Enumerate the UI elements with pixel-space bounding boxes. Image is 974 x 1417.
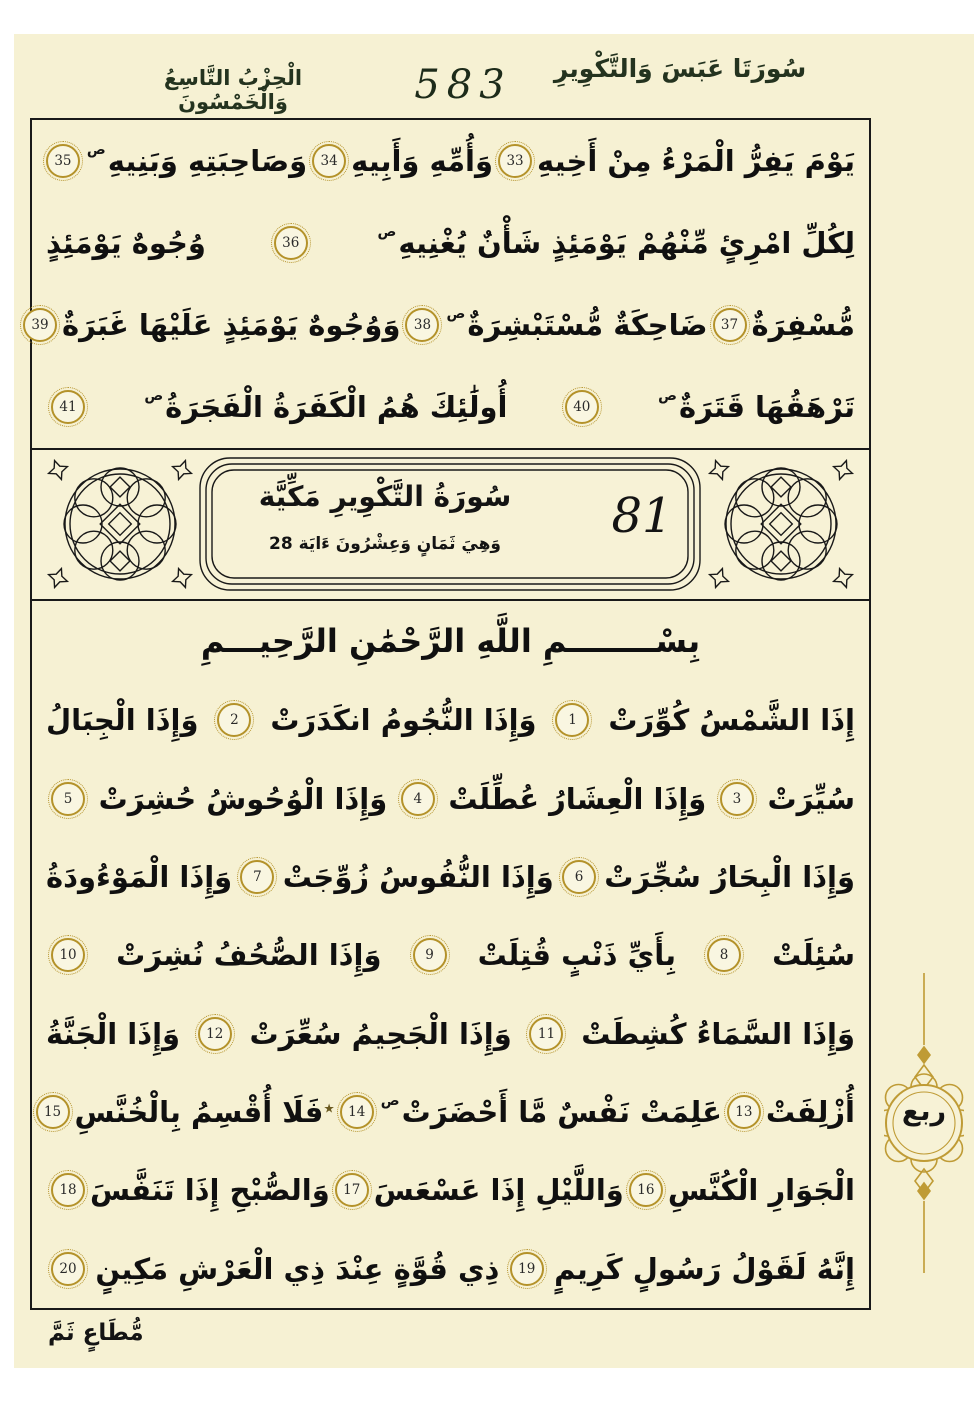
verse-text bbox=[351, 144, 493, 178]
verse-text-content: إِنَّهُ لَقَوْلُ رَسُولٍ كَرِيمٍ bbox=[554, 1251, 855, 1286]
surah-names-header: سُورَتَا عَبَسَ وَالتَّكْوِيرِ bbox=[553, 54, 807, 83]
verse-line bbox=[32, 366, 869, 448]
verse-text-content: عَلِمَتْ نَفْسٌ مَّا أَحْضَرَتْ bbox=[401, 1095, 722, 1130]
verse-text-content: إِذَا الشَّمْسُ كُوِّرَتْ bbox=[608, 703, 855, 738]
surah-banner bbox=[32, 448, 869, 601]
text-frame bbox=[30, 118, 871, 1310]
verse-number-medallion: 1 bbox=[555, 703, 589, 737]
verse-number-medallion: 18 bbox=[51, 1173, 85, 1207]
verse-number-medallion: 9 bbox=[413, 938, 447, 972]
verse-text bbox=[116, 938, 381, 972]
banner-ornament bbox=[32, 450, 869, 599]
verse-text-content: وُجُوهٌ يَوْمَئِذٍ bbox=[46, 226, 206, 260]
verse-number-medallion: 6 bbox=[562, 860, 596, 894]
verse-text-content: فَلَا أُقْسِمُ بِالْخُنَّسِ bbox=[74, 1095, 324, 1130]
verse-text-content: وَاللَّيْلِ إِذَا عَسْعَسَ bbox=[373, 1173, 624, 1208]
verse-text-content: لِكُلِّ امْرِئٍ مِّنْهُمْ يَوْمَئِذٍ شَأْنٌ يُغْنِيهِ bbox=[398, 226, 855, 260]
verse-text-content: أُولَٰئِكَ هُمُ الْكَفَرَةُ الْفَجَرَةُ bbox=[165, 390, 508, 424]
verse-text bbox=[608, 703, 855, 737]
surah-number: 81 bbox=[611, 488, 673, 544]
verse-number-medallion: 14 bbox=[340, 1095, 374, 1129]
verse-text bbox=[85, 144, 307, 178]
verse-text bbox=[283, 860, 554, 894]
verse-text bbox=[46, 860, 232, 894]
surah-abasa-verses bbox=[32, 120, 869, 448]
verse-text-content: وَإِذَا الْجِبَالُ bbox=[46, 703, 199, 738]
verse-text bbox=[90, 1173, 330, 1207]
surah-verse-count: وَهِيَ ثَمَانٍ وَعِشْرُونَ ءَايَة 28 bbox=[269, 534, 501, 554]
verse-number-medallion: 40 bbox=[565, 390, 599, 424]
pause-mark: ص bbox=[380, 1093, 400, 1110]
verse-line bbox=[32, 916, 869, 994]
verse-line bbox=[32, 838, 869, 916]
verse-line bbox=[32, 1230, 869, 1308]
verse-line bbox=[32, 284, 869, 366]
verse-text bbox=[668, 1173, 855, 1207]
verse-text bbox=[374, 1173, 624, 1207]
verse-text bbox=[772, 938, 855, 972]
page-number: 583 bbox=[414, 62, 512, 108]
hizb-label: الْحِزْبُ التَّاسِعُ وَالْخَمْسُونَ bbox=[163, 66, 303, 114]
verse-text-content: وَإِذَا الْجَنَّةُ bbox=[46, 1016, 181, 1051]
verse-text-content: بِأَيِّ ذَنْبٍ قُتِلَتْ bbox=[477, 938, 676, 973]
verse-text-content: وَإِذَا الْمَوْءُودَةُ bbox=[46, 859, 233, 894]
verse-number-medallion: 41 bbox=[51, 390, 85, 424]
verse-number-medallion: 37 bbox=[713, 308, 747, 342]
verse-number-medallion: 33 bbox=[498, 144, 532, 178]
verse-number-medallion: 2 bbox=[217, 703, 251, 737]
verse-text-content: وَالصُّبْحِ إِذَا تَنَفَّسَ bbox=[90, 1173, 330, 1208]
verse-text-content: مُّسْفِرَةٌ bbox=[751, 308, 855, 342]
verse-line bbox=[32, 1073, 869, 1151]
verse-number-medallion: 4 bbox=[401, 782, 435, 816]
rub-el-hizb-star-icon: ٭ bbox=[323, 1096, 335, 1121]
verse-number-medallion: 12 bbox=[198, 1017, 232, 1051]
pause-mark: ص bbox=[377, 224, 397, 240]
verse-text-content: يَوْمَ يَفِرُّ الْمَرْءُ مِنْ أَخِيهِ bbox=[537, 144, 855, 178]
left-rosette-icon bbox=[45, 457, 195, 591]
verse-text bbox=[448, 782, 706, 816]
verse-text-content: وَإِذَا النُّجُومُ انكَدَرَتْ bbox=[270, 703, 537, 738]
verse-number-medallion: 16 bbox=[629, 1173, 663, 1207]
verse-text-content: وَإِذَا الصُّحُفُ نُشِرَتْ bbox=[116, 938, 382, 973]
verse-number-medallion: 38 bbox=[405, 308, 439, 342]
verse-number-medallion: 19 bbox=[510, 1252, 544, 1286]
verse-number-medallion: 36 bbox=[274, 226, 308, 260]
verse-number-medallion: 13 bbox=[727, 1095, 761, 1129]
verse-text-content: وَأُمِّهِ وَأَبِيهِ bbox=[351, 144, 494, 178]
verse-number-medallion: 17 bbox=[335, 1173, 369, 1207]
verse-number-medallion: 10 bbox=[51, 938, 85, 972]
verse-text bbox=[554, 1252, 855, 1286]
verse-text bbox=[62, 308, 400, 342]
verse-number-medallion: 20 bbox=[51, 1252, 85, 1286]
verse-text bbox=[444, 308, 707, 342]
rub-marker-label: ربع bbox=[901, 1096, 947, 1127]
verse-text bbox=[46, 226, 206, 260]
verse-number-medallion: 35 bbox=[46, 144, 80, 178]
verse-text bbox=[537, 144, 855, 178]
surah-title: سُورَةُ التَّكْوِيرِ مَكِّيَّة bbox=[258, 480, 512, 513]
verse-text bbox=[46, 703, 199, 737]
verse-text-content: سُيِّرَتْ bbox=[767, 781, 855, 816]
catchword: مُّطَاعٍ ثَمَّ bbox=[48, 1320, 144, 1346]
verse-number-medallion: 7 bbox=[240, 860, 274, 894]
bismillah: بِسْــــــــمِ اللَّهِ الرَّحْمَٰنِ الرَّحِيـــمِ bbox=[200, 622, 701, 660]
verse-number-medallion: 8 bbox=[707, 938, 741, 972]
pause-mark: ص bbox=[144, 388, 164, 404]
verse-text-content: وَإِذَا السَّمَاءُ كُشِطَتْ bbox=[581, 1016, 855, 1051]
verse-line bbox=[32, 681, 869, 759]
verse-text bbox=[270, 703, 536, 737]
verse-text-content: وَإِذَا الْعِشَارُ عُطِّلَتْ bbox=[448, 781, 707, 816]
verse-text bbox=[95, 1252, 499, 1286]
verse-text bbox=[604, 860, 855, 894]
verse-text-content: تَرْهَقُهَا قَتَرَةٌ bbox=[678, 390, 855, 424]
verse-text bbox=[75, 1095, 324, 1129]
verse-text-content: أُزْلِفَتْ bbox=[765, 1095, 855, 1130]
verse-text-content: وَإِذَا الْجَحِيمُ سُعِّرَتْ bbox=[249, 1016, 512, 1051]
verse-line bbox=[32, 1151, 869, 1229]
verse-text-content: الْجَوَارِ الْكُنَّسِ bbox=[667, 1173, 855, 1208]
verse-text bbox=[46, 1017, 180, 1051]
surah-takwir-verses bbox=[32, 681, 869, 1308]
pause-mark: ص bbox=[446, 306, 466, 322]
verse-text-content: وَإِذَا الْبِحَارُ سُجِّرَتْ bbox=[604, 859, 855, 894]
verse-number-medallion: 3 bbox=[720, 782, 754, 816]
verse-number-medallion: 39 bbox=[23, 308, 57, 342]
verse-text bbox=[752, 308, 856, 342]
verse-number-medallion: 5 bbox=[51, 782, 85, 816]
verse-line bbox=[32, 202, 869, 284]
verse-text-content: ذِي قُوَّةٍ عِنْدَ ذِي الْعَرْشِ مَكِينٍ bbox=[95, 1251, 500, 1286]
verse-text bbox=[767, 782, 855, 816]
verse-number-medallion: 11 bbox=[529, 1017, 563, 1051]
right-rosette-icon bbox=[706, 457, 856, 591]
verse-text bbox=[766, 1095, 855, 1129]
verse-text-content: وَإِذَا الْوُحُوشُ حُشِرَتْ bbox=[98, 781, 388, 816]
verse-text bbox=[379, 1095, 722, 1129]
verse-line bbox=[32, 759, 869, 837]
verse-text-content: سُئِلَتْ bbox=[772, 938, 855, 973]
verse-text bbox=[249, 1017, 511, 1051]
verse-line bbox=[32, 995, 869, 1073]
verse-text bbox=[581, 1017, 855, 1051]
verse-text-content: وَوُجُوهٌ يَوْمَئِذٍ عَلَيْهَا غَبَرَةٌ bbox=[62, 308, 401, 342]
verse-text bbox=[656, 390, 855, 424]
pause-mark: ص bbox=[658, 388, 677, 404]
verse-text-content: ضَاحِكَةٌ مُّسْتَبْشِرَةٌ bbox=[467, 308, 708, 342]
verse-text-content: وَصَاحِبَتِهِ وَبَنِيهِ bbox=[107, 144, 308, 178]
verse-number-medallion: 15 bbox=[36, 1095, 70, 1129]
verse-text bbox=[478, 938, 676, 972]
verse-number-medallion: 34 bbox=[312, 144, 346, 178]
verse-text-content: وَإِذَا النُّفُوسُ زُوِّجَتْ bbox=[282, 859, 554, 894]
verse-line bbox=[32, 120, 869, 202]
pause-mark: ص bbox=[86, 142, 106, 158]
verse-text bbox=[99, 782, 388, 816]
verse-text bbox=[376, 226, 855, 260]
verse-text bbox=[142, 390, 507, 424]
